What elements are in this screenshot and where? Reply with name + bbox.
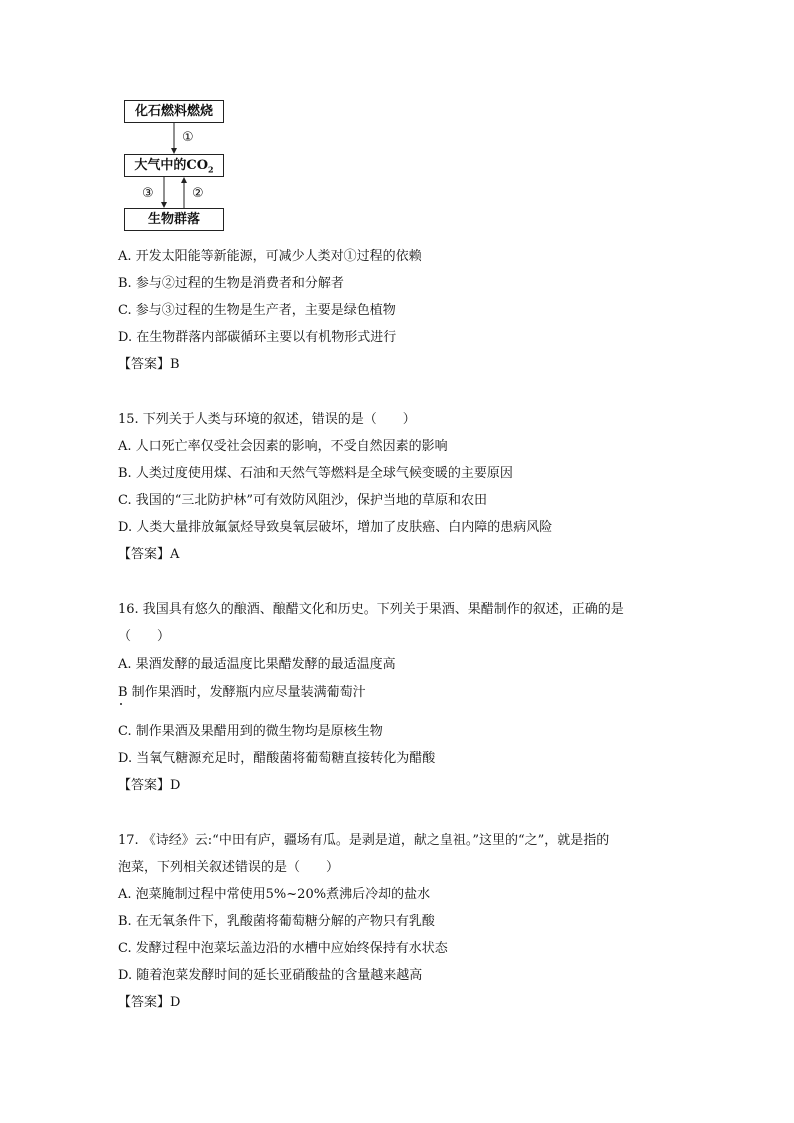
q15-option-a: A. 人口死亡率仅受社会因素的影响，不受自然因素的影响 xyxy=(118,439,448,454)
q14-option-c: C. 参与③过程的生物是生产者，主要是绿色植物 xyxy=(118,303,396,318)
label-process-1: ① xyxy=(182,130,194,145)
box-biological-community: 生物群落 xyxy=(124,208,224,231)
q16-stem-line1: 16. 我国具有悠久的酿酒、酿醋文化和历史。下列关于果酒、果醋制作的叙述，正确的是 xyxy=(118,602,624,617)
stray-dot xyxy=(120,703,122,705)
q14-option-d: D. 在生物群落内部碳循环主要以有机物形式进行 xyxy=(118,330,397,345)
q15-stem: 15. 下列关于人类与环境的叙述，错误的是（ ） xyxy=(118,412,416,427)
box-mid-text: 大气中的CO xyxy=(134,158,209,173)
label-process-3: ③ xyxy=(142,186,154,201)
q17-option-b: B. 在无氧条件下，乳酸菌将葡萄糖分解的产物只有乳酸 xyxy=(118,914,435,929)
q16-stem-line2: （ ） xyxy=(118,629,171,644)
box-atmospheric-co2 xyxy=(124,154,224,177)
q14-option-a: A. 开发太阳能等新能源，可减少人类对①过程的依赖 xyxy=(118,249,422,264)
q16-option-a: A. 果酒发酵的最适温度比果醋发酵的最适温度高 xyxy=(118,657,396,672)
q15-answer: 【答案】A xyxy=(118,547,180,562)
q17-option-c: C. 发酵过程中泡菜坛盖边沿的水槽中应始终保持有水状态 xyxy=(118,941,448,956)
q14-option-b: B. 参与②过程的生物是消费者和分解者 xyxy=(118,276,344,291)
q16-answer: 【答案】D xyxy=(118,778,181,793)
q16-option-b: B 制作果酒时，发酵瓶内应尽量装满葡萄汁 xyxy=(118,685,366,700)
q15-option-b: B. 人类过度使用煤、石油和天然气等燃料是全球气候变暖的主要原因 xyxy=(118,466,513,481)
q17-stem-line2: 泡菜，下列相关叙述错误的是（ ） xyxy=(118,860,340,875)
q17-option-d: D. 随着泡菜发酵时间的延长亚硝酸盐的含量越来越高 xyxy=(118,968,423,983)
q17-answer: 【答案】D xyxy=(118,995,181,1010)
box-mid-subscript: 2 xyxy=(208,164,214,175)
q14-answer: 【答案】B xyxy=(118,357,180,372)
q16-option-d: D. 当氧气糖源充足时，醋酸菌将葡萄糖直接转化为醋酸 xyxy=(118,751,436,766)
q17-option-a: A. 泡菜腌制过程中常使用5%~20%煮沸后冷却的盐水 xyxy=(118,887,431,902)
box-fossil-fuel-burning: 化石燃料燃烧 xyxy=(124,100,224,123)
carbon-cycle-diagram xyxy=(124,100,226,235)
q15-option-d: D. 人类大量排放氟氯烃导致臭氧层破坏，增加了皮肤癌、白内障的患病风险 xyxy=(118,520,553,535)
q16-option-c: C. 制作果酒及果醋用到的微生物均是原核生物 xyxy=(118,724,383,739)
q17-stem-line1: 17. 《诗经》云:“中田有庐，疆场有瓜。是剥是道，献之皇祖。”这里的“之”，就是指的 xyxy=(118,833,610,848)
label-process-2: ② xyxy=(192,186,204,201)
q15-option-c: C. 我国的“三北防护林”可有效防风阻沙，保护当地的草原和农田 xyxy=(118,493,488,508)
